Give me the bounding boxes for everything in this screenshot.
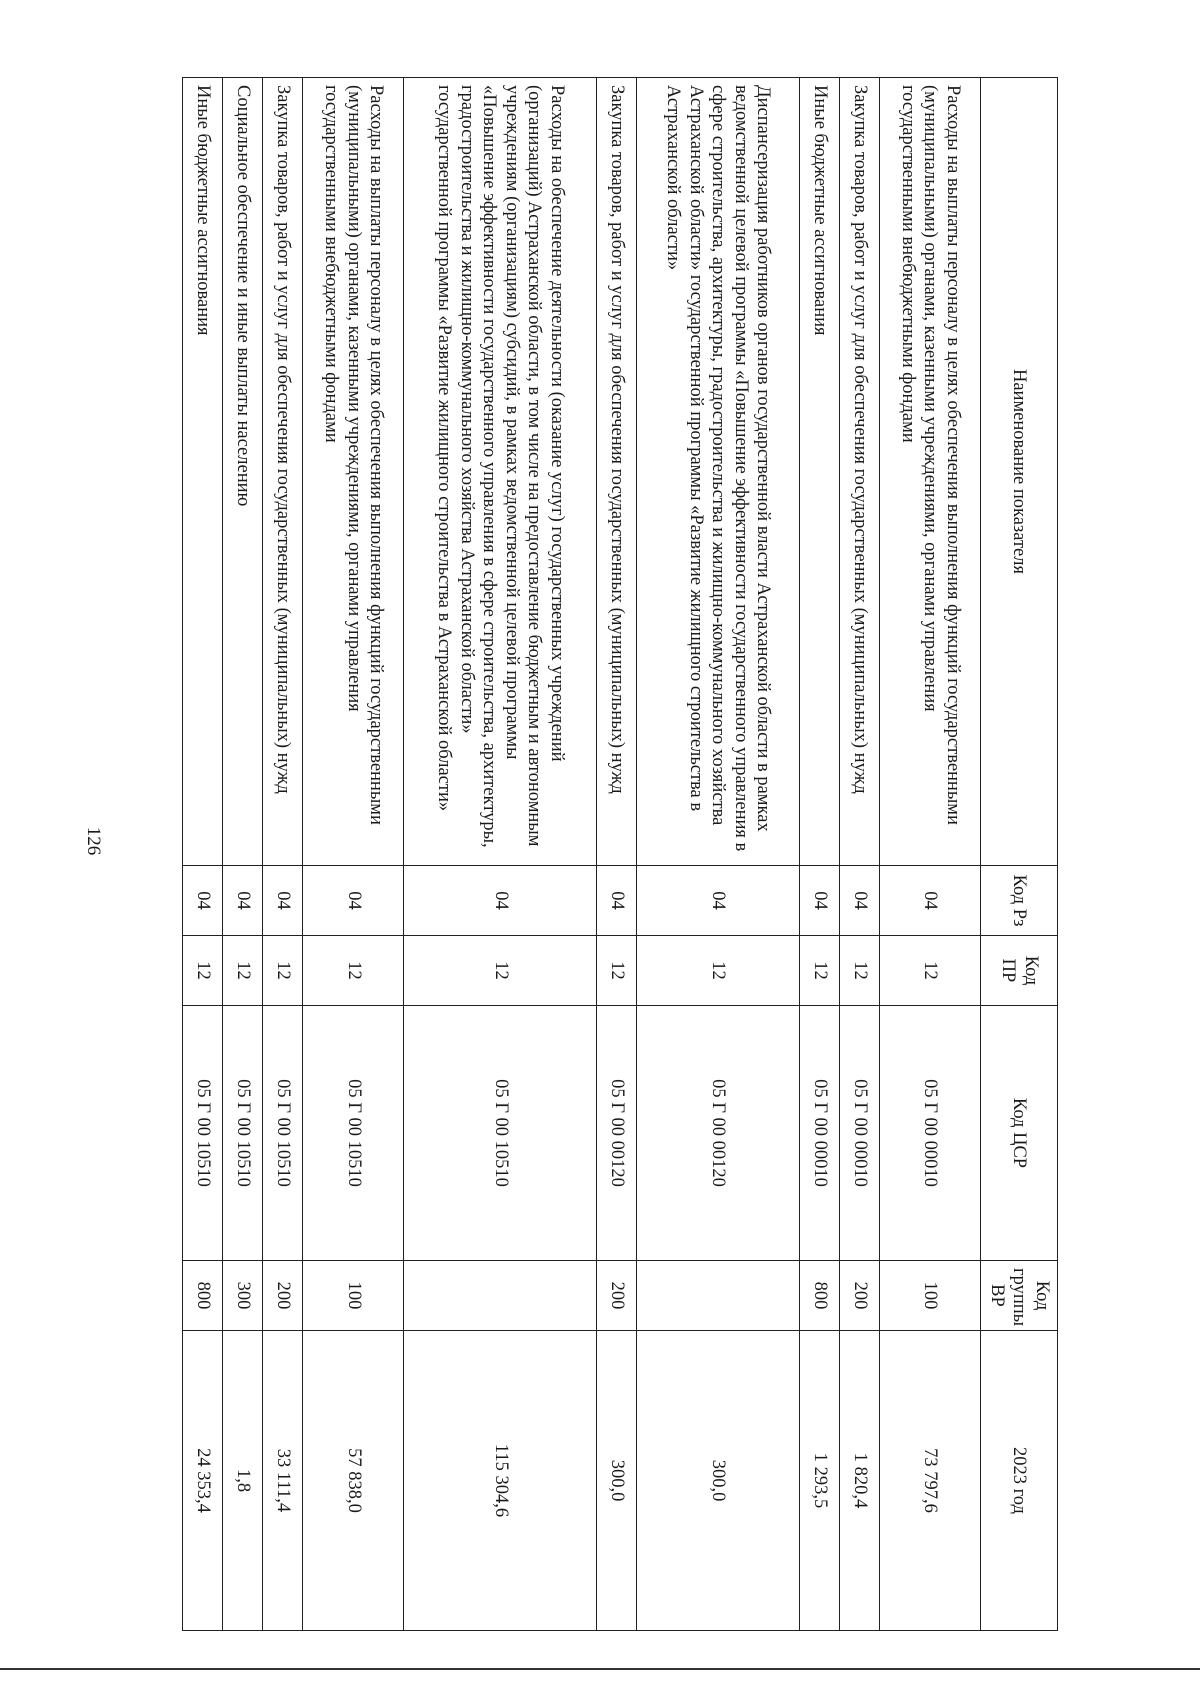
- header-csr: Код ЦСР: [981, 1006, 1058, 1261]
- table-row: [637, 78, 799, 1631]
- cell-csr: 05 Г 00 10510: [303, 1006, 404, 1261]
- cell-vr: 800: [799, 1261, 839, 1331]
- bottom-scan-edge: [0, 1668, 1200, 1670]
- header-row: [981, 78, 1058, 1631]
- table-row: [263, 78, 303, 1631]
- cell-pr: 12: [223, 936, 263, 1006]
- cell-pr: 12: [839, 936, 879, 1006]
- cell-name: Закупка товаров, работ и услуг для обеспечения государственных (муниципальных) нужд: [597, 78, 637, 866]
- cell-csr: 05 Г 00 10510: [223, 1006, 263, 1261]
- cell-pr: 12: [879, 936, 980, 1006]
- header-rz: Код Рз: [981, 866, 1058, 936]
- cell-name: Закупка товаров, работ и услуг для обеспечения государственных (муниципальных) нужд: [263, 78, 303, 866]
- cell-pr: 12: [263, 936, 303, 1006]
- cell-vr: [637, 1261, 799, 1331]
- table-row: [404, 78, 597, 1631]
- cell-csr: 05 Г 00 00010: [799, 1006, 839, 1261]
- cell-year: 1 293,5: [799, 1331, 839, 1631]
- cell-rz: 04: [223, 866, 263, 936]
- table-row: [799, 78, 839, 1631]
- cell-rz: 04: [879, 866, 980, 936]
- cell-year: 300,0: [597, 1331, 637, 1631]
- cell-year: 24 353,4: [183, 1331, 223, 1631]
- cell-name: Расходы на выплаты персоналу в целях обеспечения выполнения функций государственными (муниципальными) органами, казенными учреждениями, органами управления государственными внебюджетными фондами: [879, 78, 980, 866]
- table-container: [182, 77, 1058, 1630]
- cell-csr: 05 Г 00 00010: [879, 1006, 980, 1261]
- table-row: [839, 78, 879, 1631]
- cell-pr: 12: [597, 936, 637, 1006]
- cell-rz: 04: [637, 866, 799, 936]
- cell-csr: 05 Г 00 10510: [183, 1006, 223, 1261]
- cell-rz: 04: [183, 866, 223, 936]
- cell-name: Иные бюджетные ассигнования: [799, 78, 839, 866]
- cell-name: Социальное обеспечение и иные выплаты населению: [223, 78, 263, 866]
- cell-rz: 04: [597, 866, 637, 936]
- cell-year: 73 797,6: [879, 1331, 980, 1631]
- cell-year: 300,0: [637, 1331, 799, 1631]
- cell-rz: 04: [839, 866, 879, 936]
- cell-vr: 200: [839, 1261, 879, 1331]
- cell-name: Расходы на выплаты персоналу в целях обеспечения выполнения функций государственными (муниципальными) органами, казенными учреждениями, органами управления государственными внебюджетными фондами: [303, 78, 404, 866]
- cell-year: 115 304,6: [404, 1331, 597, 1631]
- cell-name: Закупка товаров, работ и услуг для обеспечения государственных (муниципальных) нужд: [839, 78, 879, 866]
- table-row: [879, 78, 980, 1631]
- cell-csr: 05 Г 00 10510: [404, 1006, 597, 1261]
- cell-year: 1 820,4: [839, 1331, 879, 1631]
- table-row: [303, 78, 404, 1631]
- cell-csr: 05 Г 00 00120: [597, 1006, 637, 1261]
- cell-rz: 04: [404, 866, 597, 936]
- cell-vr: 200: [597, 1261, 637, 1331]
- cell-vr: 300: [223, 1261, 263, 1331]
- cell-csr: 05 Г 00 00010: [839, 1006, 879, 1261]
- cell-vr: 100: [303, 1261, 404, 1331]
- cell-rz: 04: [799, 866, 839, 936]
- header-name: Наименование показателя: [981, 78, 1058, 866]
- header-year: 2023 год: [981, 1331, 1058, 1631]
- cell-csr: 05 Г 00 00120: [637, 1006, 799, 1261]
- cell-name: Иные бюджетные ассигнования: [183, 78, 223, 866]
- table-row: [597, 78, 637, 1631]
- cell-pr: 12: [637, 936, 799, 1006]
- cell-name: Расходы на обеспечение деятельности (оказание услуг) государственных учреждений (организаций) Астраханской области, в том числе на предоставление бюджетным и автономным учреждениям (организациям) субсидий, в рамках ведомственной целевой программы «Повышение эффективности государственного управления в сфере строительства, архитектуры, градостроительства и жилищно-коммунального хозяйства Астраханской области» государственной программы «Развитие жилищного строительства в Астраханской области»: [404, 78, 597, 866]
- cell-rz: 04: [263, 866, 303, 936]
- cell-pr: 12: [183, 936, 223, 1006]
- cell-vr: 100: [879, 1261, 980, 1331]
- header-vr: Код группы ВР: [981, 1261, 1058, 1331]
- table-row: [183, 78, 223, 1631]
- cell-pr: 12: [799, 936, 839, 1006]
- cell-name: Диспансеризация работников органов государственной власти Астраханской области в рамках ведомственной целевой программы «Повышение эффективности государственного управления в сфере строительства, архитектуры, градостроительства и жилищно-коммунального хозяйства Астраханской области» государственной программы «Развитие жилищного строительства в Астраханской области»: [637, 78, 799, 866]
- cell-year: 1,8: [223, 1331, 263, 1631]
- cell-vr: [404, 1261, 597, 1331]
- cell-pr: 12: [404, 936, 597, 1006]
- table-row: [223, 78, 263, 1631]
- cell-year: 33 111,4: [263, 1331, 303, 1631]
- cell-pr: 12: [303, 936, 404, 1006]
- cell-year: 57 838,0: [303, 1331, 404, 1631]
- budget-table: [182, 77, 1058, 1631]
- cell-csr: 05 Г 00 10510: [263, 1006, 303, 1261]
- page-number: 126: [83, 826, 104, 856]
- cell-rz: 04: [303, 866, 404, 936]
- rotated-table-frame: [182, 77, 1058, 1630]
- cell-vr: 200: [263, 1261, 303, 1331]
- header-pr: Код ПР: [981, 936, 1058, 1006]
- cell-vr: 800: [183, 1261, 223, 1331]
